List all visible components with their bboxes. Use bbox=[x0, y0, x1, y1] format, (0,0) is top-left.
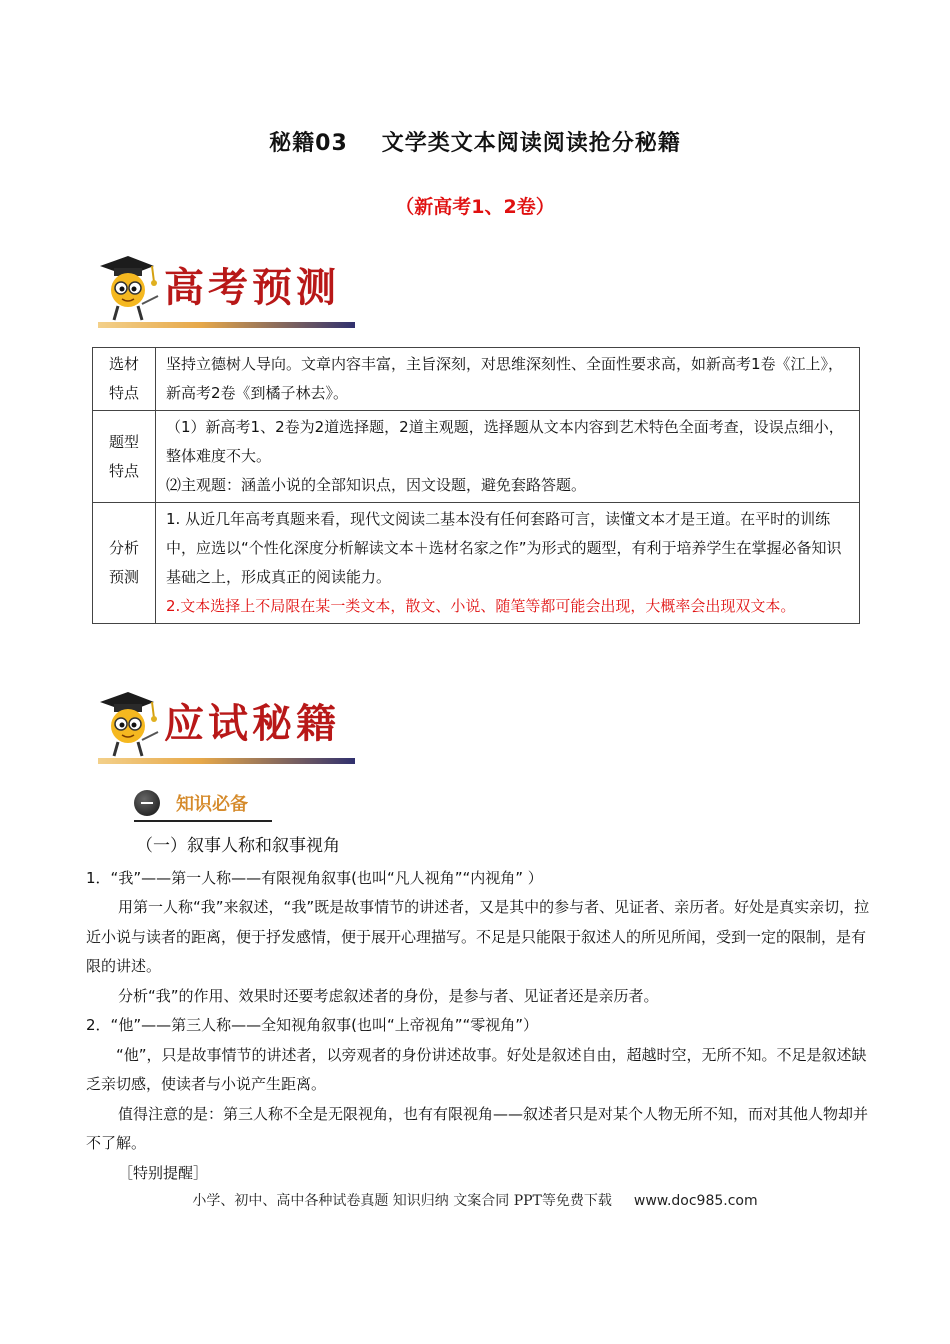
banner-gaokao-yuce bbox=[90, 248, 355, 328]
banner-underline bbox=[98, 758, 355, 764]
paragraph: “他”，只是故事情节的讲述者，以旁观者的身份讲述故事。好处是叙述自由，超越时空，无所不知。不足是叙述缺乏亲切感，使读者与小说产生距离。 bbox=[86, 1045, 867, 1093]
banner-underline bbox=[98, 322, 355, 328]
row-content bbox=[156, 411, 860, 503]
banner-title: 高考预测 bbox=[164, 264, 340, 311]
footer-url[interactable]: www.doc985.com bbox=[633, 1193, 758, 1209]
paragraph: 分析“我”的作用、效果时还要考虑叙述者的身份，是参与者、见证者还是亲历者。 bbox=[118, 986, 659, 1005]
table-row bbox=[93, 503, 860, 624]
row-content bbox=[156, 348, 860, 411]
paragraph: 值得注意的是：第三人称不全是无限视角，也有有限视角——叙述者只是对某个人物无所不知，而对其他人物却并不了解。 bbox=[86, 1104, 869, 1152]
banner-yingshi-miji bbox=[90, 684, 355, 764]
number-one-icon bbox=[134, 790, 160, 816]
item-title: 2．“他”——第三人称——全知视角叙事(也叫“上帝视角”“零视角”） bbox=[86, 1016, 539, 1034]
page-footer bbox=[0, 1190, 950, 1210]
row-header-line: 特点 bbox=[108, 384, 139, 402]
subsection-heading: （一）叙事人称和叙事视角 bbox=[136, 836, 340, 856]
row-text: 1. 从近几年高考真题来看，现代文阅读二基本没有任何套路可言，读懂文本才是王道。在平时的训练中，应选以“个性化深度分析解读文本＋选材名家之作”为形式的题型，有利于培养学生在掌握必备知识基础之上，形成真正的阅读能力。 bbox=[166, 510, 842, 586]
table-row bbox=[93, 411, 860, 503]
row-text: ⑵主观题：涵盖小说的全部知识点，因文设题，避免套路答题。 bbox=[166, 476, 587, 494]
section-underline bbox=[134, 820, 272, 822]
title-part1: 秘籍03 bbox=[269, 131, 348, 156]
paragraph: 用第一人称“我”来叙述，“我”既是故事情节的讲述者，又是其中的参与者、见证者、亲历者。好处是真实亲切，拉近小说与读者的距离，便于抒发感情，便于展开心理描写。不足是只能限于叙述人的所见所闻，受到一定的限制，是有限的讲述。 bbox=[86, 898, 870, 975]
section-label: 知识必备 bbox=[176, 794, 248, 815]
row-header-line: 分析 bbox=[108, 539, 139, 557]
row-header-line: 题型 bbox=[108, 432, 139, 451]
page-subtitle: （新高考1、2卷） bbox=[395, 196, 555, 218]
section-knowledge bbox=[134, 786, 274, 822]
item-title: 1．“我”——第一人称——有限视角叙事(也叫“凡人视角”“内视角” ） bbox=[86, 868, 543, 887]
page-title bbox=[0, 126, 950, 157]
banner-title: 应试秘籍 bbox=[164, 700, 340, 747]
row-header bbox=[93, 503, 156, 624]
row-content bbox=[156, 503, 860, 624]
row-header-line: 预测 bbox=[108, 568, 139, 586]
forecast-table bbox=[92, 347, 860, 624]
row-header bbox=[93, 348, 156, 411]
row-text: （1）新高考1、2卷为2道选择题，2道主观题，选择题从文本内容到艺术特色全面考查，设误点细小，整体难度不大。 bbox=[166, 418, 844, 465]
row-text: 坚持立德树人导向。文章内容丰富，主旨深刻，对思维深刻性、全面性要求高，如新高考1卷《江上》，新高考2卷《到橘子林去》。 bbox=[166, 355, 844, 402]
row-header bbox=[93, 411, 156, 503]
graduate-mascot-icon bbox=[92, 252, 162, 322]
table-row bbox=[93, 348, 860, 411]
main-content bbox=[86, 832, 876, 1188]
row-header-line: 选材 bbox=[108, 355, 139, 373]
row-text-highlight: 2.文本选择上不局限在某一类文本，散文、小说、随笔等都可能会出现，大概率会出现双文本。 bbox=[166, 597, 796, 615]
graduate-mascot-icon bbox=[92, 688, 162, 758]
row-header-line: 特点 bbox=[108, 461, 139, 480]
title-part2: 文学类文本阅读阅读抢分秘籍 bbox=[381, 131, 681, 156]
note-label: ［特别提醒］ bbox=[118, 1163, 209, 1182]
footer-text: 小学、初中、高中各种试卷真题 知识归纳 文案合同 PPT等免费下载 bbox=[192, 1193, 612, 1209]
